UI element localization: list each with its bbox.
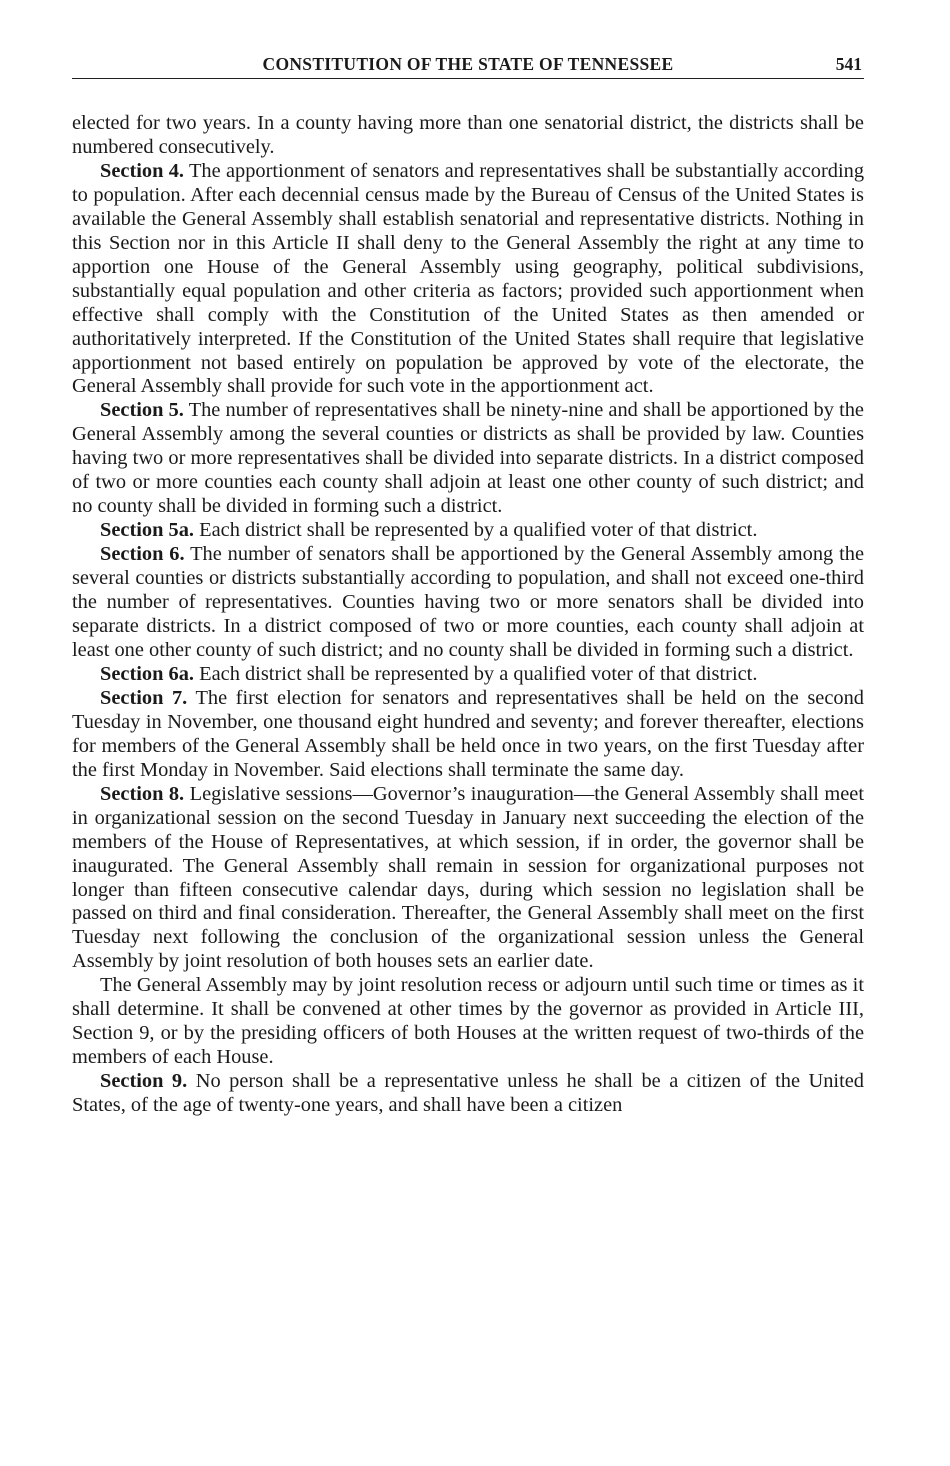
body-text	[72, 112, 864, 1118]
section-6a-paragraph	[72, 663, 864, 687]
section-label: Section 5.	[100, 399, 184, 422]
section-label: Section 9.	[100, 1070, 188, 1093]
section-5a-paragraph	[72, 519, 864, 543]
section-label: Section 4.	[100, 159, 185, 182]
section-label: Section 6a.	[100, 662, 195, 685]
section-4-paragraph	[72, 160, 864, 400]
section-label: Section 6.	[100, 543, 185, 566]
section-6-paragraph	[72, 543, 864, 663]
section-7-paragraph	[72, 687, 864, 783]
paragraph-text: The number of senators shall be apportioned by the General Assembly among the several counties or districts substantially according to population, and shall not exceed one-third the number of representatives. Counties having two or more senators shall be divided into separate districts. In a district composed of two or more counties, each county shall adjoin at least one other county of such district; and no county shall be divided in forming such a district.	[72, 543, 865, 661]
paragraph-text: Each district shall be represented by a qualified voter of that district.	[199, 519, 758, 542]
section-8-paragraph	[72, 783, 864, 975]
paragraph-text: No person shall be a representative unless he shall be a citizen of the United States, of the age of twenty-one years, and shall have been a citizen	[72, 1070, 864, 1117]
section-5-paragraph	[72, 399, 864, 519]
paragraph-text: The apportionment of senators and representatives shall be substantially according to population. After each decennial census made by the Bureau of Census of the United States is available the General Assembly shall establish senatorial and representative districts. Nothing in this Section nor in this Article II shall deny to the General Assembly the right at any time to apportion one House of the General Assembly using geography, political subdivisions, substantially equal population and other criteria as factors; provided such apportionment when effective shall comply with the Constitution of the United States as then amended or authoritatively interpreted. If the Constitution of the United States shall require that legislative apportionment not based entirely on population be approved by vote of the electorate, the General Assembly shall provide for such vote in the apportionment act.	[72, 159, 865, 398]
section-label: Section 7.	[100, 686, 188, 709]
running-header	[72, 52, 864, 79]
paragraph-continuation	[72, 112, 864, 160]
paragraph-text: The General Assembly may by joint resolution recess or adjourn until such time or times as it shall determine. It shall be convened at other times by the governor as provided in Article III, Section 9, or by the presiding officers of both Houses at the written request of two-thirds of the members of each House.	[72, 974, 864, 1069]
section-label: Section 8.	[100, 782, 185, 805]
page-number: 541	[835, 54, 862, 74]
paragraph-text: Legislative sessions—Governor’s inauguration—the General Assembly shall meet in organizational session on the second Tuesday in January next succeeding the election of the members of the House of Representatives, at which session, if in order, the governor shall be inaugurated. The General Assembly shall remain in session for organizational purposes not longer than fifteen consecutive calendar days, during which session no legislation shall be passed on third and final consideration. Thereafter, the General Assembly shall meet on the first Tuesday next following the conclusion of the organizational session unless the General Assembly by joint resolution of both houses sets an earlier date.	[72, 782, 864, 973]
paragraph-text: Each district shall be represented by a qualified voter of that district.	[199, 662, 758, 685]
page-title: CONSTITUTION OF THE STATE OF TENNESSEE	[262, 54, 674, 74]
paragraph-text: The first election for senators and representatives shall be held on the second Tuesday in November, one thousand eight hundred and seventy; and forever thereafter, elections for members of the General Assembly shall be held once in two years, on the first Tuesday after the first Monday in November. Said elections shall terminate the same day.	[72, 686, 864, 781]
paragraph-text: The number of representatives shall be ninety-nine and shall be apportioned by the General Assembly among the several counties or districts as shall be provided by law. Counties having two or more representatives shall be divided into separate districts. In a district composed of two or more counties each county shall adjoin at least one other county of such district; and no county shall be divided in forming such a district.	[72, 399, 864, 518]
section-label: Section 5a.	[100, 519, 195, 542]
section-9-paragraph	[72, 1070, 864, 1118]
paragraph-text: elected for two years. In a county having more than one senatorial district, the districts shall be numbered consecutively.	[72, 112, 864, 158]
document-page	[72, 52, 864, 1118]
section-8-continuation-paragraph	[72, 974, 864, 1070]
